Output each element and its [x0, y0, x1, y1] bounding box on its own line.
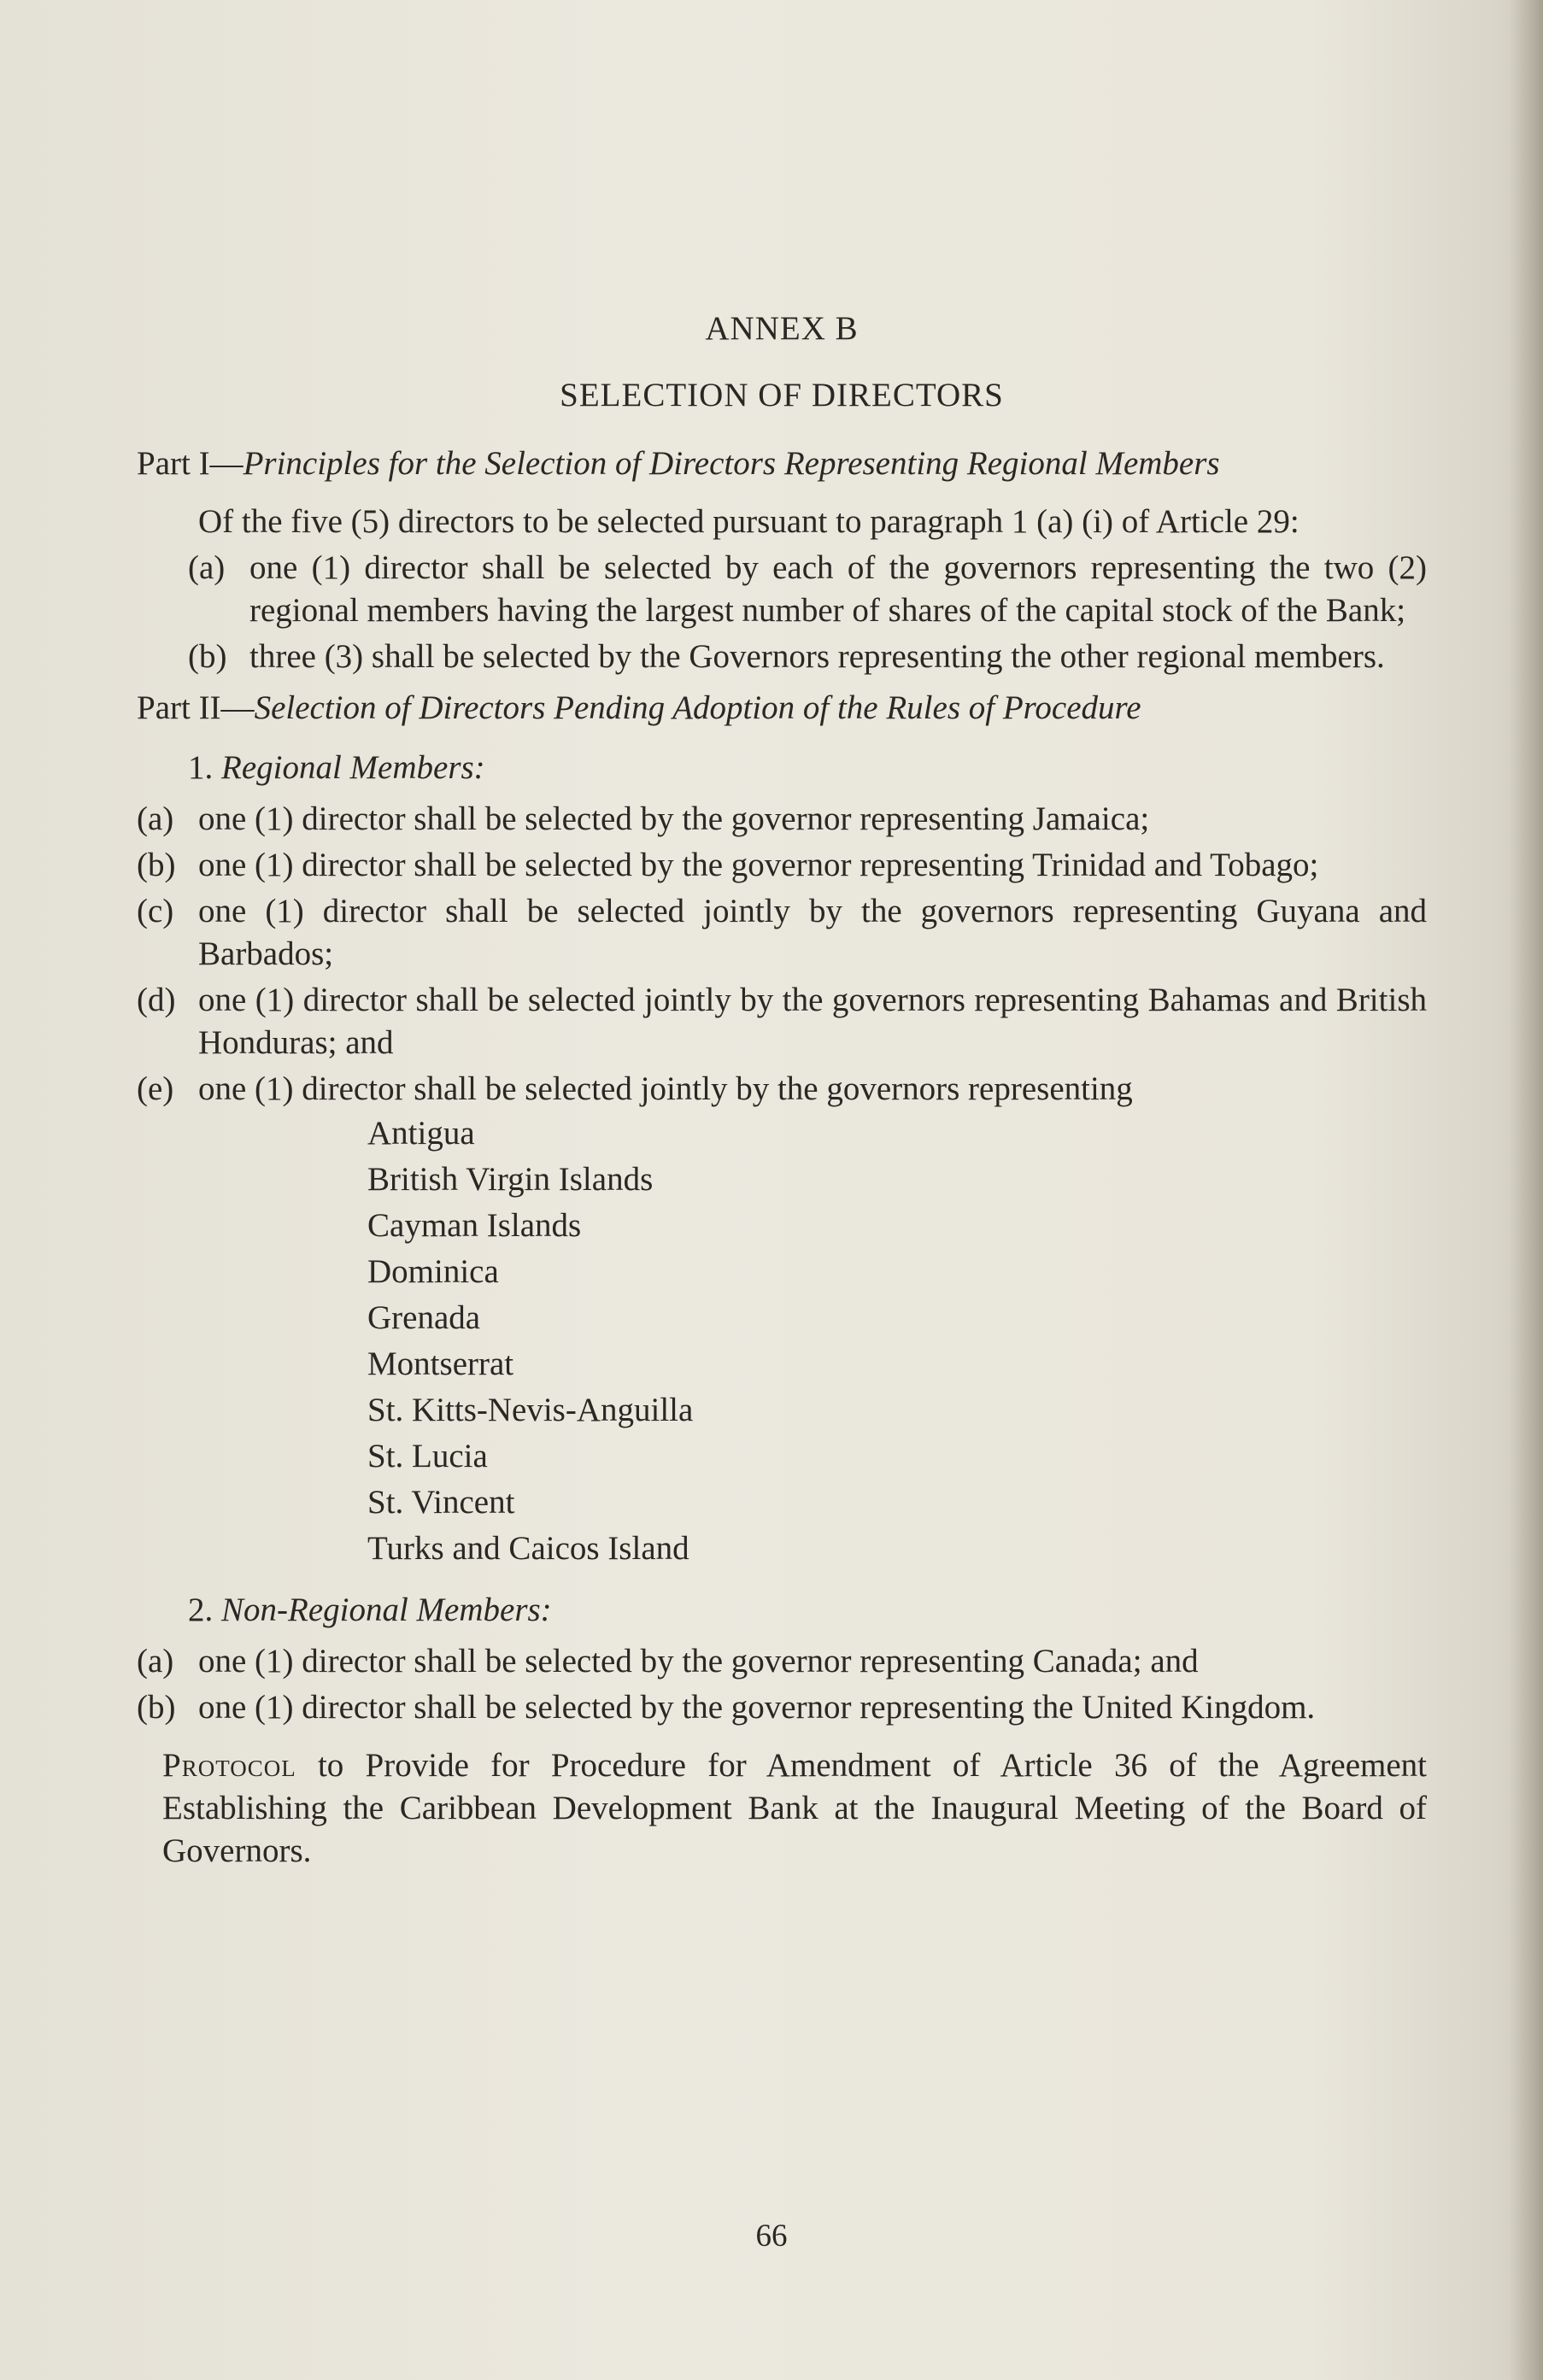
page-number: 66 [755, 2219, 788, 2254]
page-content [137, 308, 1427, 1873]
place-item: Turks and Caicos Island [367, 1530, 689, 1567]
item-label: (b) [137, 1689, 176, 1726]
item-label: (c) [137, 893, 174, 929]
regional-members-heading [188, 747, 1427, 789]
regional-item-a [137, 798, 1427, 841]
part2-title: Selection of Directors Pending Adoption of the Rules of Procedure [254, 689, 1141, 726]
item-text: one (1) director shall be selected jointly by the governors representing Bahamas and British Honduras; and [198, 982, 1427, 1061]
item-label: (b) [188, 638, 227, 675]
place-item: British Virgin Islands [367, 1161, 654, 1198]
place-item: St. Vincent [367, 1484, 515, 1521]
item-text: one (1) director shall be selected jointly by the governors representing [198, 1070, 1133, 1107]
item-text: one (1) director shall be selected jointly by the governors representing Guyana and Barbados; [198, 893, 1427, 972]
part2-label: Part II— [137, 689, 255, 726]
page-edge-shadow [1509, 0, 1543, 2380]
section-heading: Regional Members: [221, 749, 485, 786]
section-heading: Non-Regional Members: [221, 1592, 552, 1628]
section-title: SELECTION OF DIRECTORS [560, 377, 1004, 413]
place-item: St. Kitts-Nevis-Anguilla [367, 1392, 694, 1428]
protocol-lead: Protocol [162, 1747, 296, 1784]
section-number: 2. [188, 1592, 214, 1628]
item-label: (a) [137, 800, 174, 837]
places-list [367, 1111, 1427, 1572]
part1-item-b [137, 636, 1427, 678]
place-item: St. Lucia [367, 1438, 488, 1474]
item-text: one (1) director shall be selected by each of the governors representing the two (2) regional members having the largest number of shares of the capital stock of the Bank; [249, 549, 1427, 629]
place-item: Antigua [367, 1115, 475, 1152]
part1-intro: Of the five (5) directors to be selected pursuant to paragraph 1 (a) (i) of Article 29: [198, 503, 1300, 540]
item-text: one (1) director shall be selected by the governor representing Canada; and [198, 1643, 1199, 1679]
item-label: (b) [137, 847, 176, 883]
protocol-paragraph [162, 1744, 1427, 1873]
part1-title: Principles for the Selection of Directors Representing Regional Members [243, 445, 1220, 482]
item-text: one (1) director shall be selected by the governor representing Trinidad and Tobago; [198, 847, 1319, 883]
part1-item-a [137, 547, 1427, 632]
item-text: three (3) shall be selected by the Governors representing the other regional members. [249, 638, 1385, 675]
annex-title: ANNEX B [705, 310, 859, 347]
nonregional-item-a [137, 1640, 1427, 1683]
place-item: Grenada [367, 1299, 481, 1336]
regional-item-c [137, 890, 1427, 976]
place-item: Cayman Islands [367, 1207, 582, 1244]
nonregional-item-b [137, 1686, 1427, 1729]
part1-heading [137, 443, 1427, 485]
item-label: (a) [188, 549, 226, 586]
item-text: one (1) director shall be selected by the governor representing Jamaica; [198, 800, 1150, 837]
regional-item-e [137, 1068, 1427, 1111]
protocol-text: to Provide for Procedure for Amendment of Article 36 of the Agreement Establishing the Caribbean Development Bank at the Inaugural Meeting of the Board of Governors. [162, 1747, 1427, 1869]
place-item: Montserrat [367, 1345, 514, 1382]
place-item: Dominica [367, 1253, 499, 1290]
item-label: (e) [137, 1070, 174, 1107]
nonregional-members-heading [188, 1589, 1427, 1632]
item-label: (a) [137, 1643, 174, 1679]
regional-item-d [137, 979, 1427, 1064]
item-label: (d) [137, 982, 176, 1018]
regional-item-b [137, 844, 1427, 887]
item-text: one (1) director shall be selected by the governor representing the United Kingdom. [198, 1689, 1316, 1726]
part2-heading [137, 687, 1427, 730]
part1-label: Part I— [137, 445, 243, 482]
section-number: 1. [188, 749, 214, 786]
